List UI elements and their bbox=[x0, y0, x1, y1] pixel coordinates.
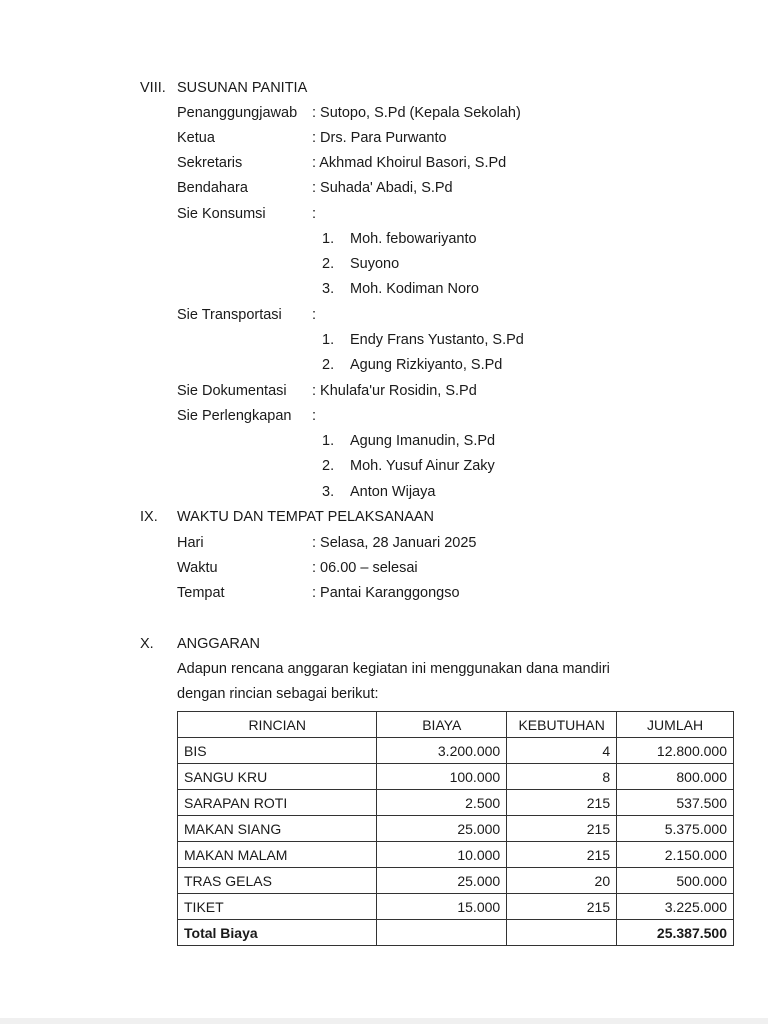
value: : Selasa, 28 Januari 2025 bbox=[312, 535, 477, 551]
list-number: 2. bbox=[322, 256, 335, 272]
cell-kebutuhan: 215 bbox=[507, 816, 617, 842]
cell-jumlah: 2.150.000 bbox=[617, 842, 734, 868]
value: : 06.00 – selesai bbox=[312, 560, 418, 576]
value: : Akhmad Khoirul Basori, S.Pd bbox=[312, 155, 507, 171]
label: Tempat bbox=[177, 585, 225, 601]
header-biaya: BIAYA bbox=[377, 712, 507, 738]
table-row bbox=[178, 738, 734, 764]
section-title: SUSUNAN PANITIA bbox=[177, 80, 308, 96]
cell-empty bbox=[507, 920, 617, 946]
cell-kebutuhan: 215 bbox=[507, 842, 617, 868]
cell-biaya: 15.000 bbox=[377, 894, 507, 920]
cell-rincian: TIKET bbox=[178, 894, 377, 920]
list-number: 3. bbox=[322, 281, 335, 297]
cell-biaya: 10.000 bbox=[377, 842, 507, 868]
list-number: 1. bbox=[322, 231, 335, 247]
member-name: Endy Frans Yustanto, S.Pd bbox=[350, 332, 524, 348]
cell-biaya: 2.500 bbox=[377, 790, 507, 816]
colon: : bbox=[312, 408, 317, 424]
member-name: Anton Wijaya bbox=[350, 484, 436, 500]
section-title: WAKTU DAN TEMPAT PELAKSANAAN bbox=[177, 509, 435, 525]
member-name: Moh. Kodiman Noro bbox=[350, 281, 479, 297]
section-number: X. bbox=[140, 636, 154, 652]
label: Hari bbox=[177, 535, 204, 551]
colon: : bbox=[312, 206, 317, 222]
table-header-row bbox=[178, 712, 734, 738]
table-total-row bbox=[178, 920, 734, 946]
cell-jumlah: 800.000 bbox=[617, 764, 734, 790]
intro-line-2: dengan rincian sebagai berikut: bbox=[177, 686, 379, 702]
intro-line-1: Adapun rencana anggaran kegiatan ini menggunakan dana mandiri bbox=[177, 661, 610, 677]
table-row bbox=[178, 894, 734, 920]
cell-jumlah: 500.000 bbox=[617, 868, 734, 894]
header-jumlah: JUMLAH bbox=[617, 712, 734, 738]
value: : Suhada' Abadi, S.Pd bbox=[312, 180, 453, 196]
cell-biaya: 25.000 bbox=[377, 816, 507, 842]
cell-kebutuhan: 20 bbox=[507, 868, 617, 894]
cell-empty bbox=[377, 920, 507, 946]
cell-rincian: MAKAN MALAM bbox=[178, 842, 377, 868]
cell-jumlah: 5.375.000 bbox=[617, 816, 734, 842]
label: Sie Perlengkapan bbox=[177, 408, 292, 424]
colon: : bbox=[312, 307, 317, 323]
list-number: 1. bbox=[322, 332, 335, 348]
value: : Pantai Karanggongso bbox=[312, 585, 460, 601]
cell-rincian: SARAPAN ROTI bbox=[178, 790, 377, 816]
list-number: 1. bbox=[322, 433, 335, 449]
member-name: Suyono bbox=[350, 256, 400, 272]
header-rincian: RINCIAN bbox=[178, 712, 377, 738]
table-row bbox=[178, 790, 734, 816]
table-row bbox=[178, 868, 734, 894]
label: Bendahara bbox=[177, 180, 248, 196]
table-row bbox=[178, 764, 734, 790]
cell-rincian: TRAS GELAS bbox=[178, 868, 377, 894]
label: Sie Konsumsi bbox=[177, 206, 266, 222]
cell-kebutuhan: 215 bbox=[507, 894, 617, 920]
total-label: Total Biaya bbox=[178, 920, 377, 946]
value: : Sutopo, S.Pd (Kepala Sekolah) bbox=[312, 105, 521, 121]
cell-kebutuhan: 4 bbox=[507, 738, 617, 764]
value: : Drs. Para Purwanto bbox=[312, 130, 447, 146]
cell-biaya: 25.000 bbox=[377, 868, 507, 894]
value: : Khulafa'ur Rosidin, S.Pd bbox=[312, 383, 477, 399]
member-name: Agung Rizkiyanto, S.Pd bbox=[350, 357, 503, 373]
list-number: 3. bbox=[322, 484, 335, 500]
table-row bbox=[178, 816, 734, 842]
cell-kebutuhan: 215 bbox=[507, 790, 617, 816]
header-kebutuhan: KEBUTUHAN bbox=[507, 712, 617, 738]
cell-biaya: 100.000 bbox=[377, 764, 507, 790]
cell-jumlah: 12.800.000 bbox=[617, 738, 734, 764]
list-number: 2. bbox=[322, 458, 335, 474]
label: Sie Transportasi bbox=[177, 307, 282, 323]
budget-table bbox=[177, 711, 734, 946]
table-row bbox=[178, 842, 734, 868]
cell-kebutuhan: 8 bbox=[507, 764, 617, 790]
label: Waktu bbox=[177, 560, 218, 576]
cell-rincian: SANGU KRU bbox=[178, 764, 377, 790]
member-name: Moh. Yusuf Ainur Zaky bbox=[350, 458, 495, 474]
label: Sie Dokumentasi bbox=[177, 383, 287, 399]
scan-edge bbox=[0, 1018, 768, 1024]
label: Ketua bbox=[177, 130, 215, 146]
label: Penanggungjawab bbox=[177, 105, 298, 121]
member-name: Moh. febowariyanto bbox=[350, 231, 477, 247]
cell-rincian: MAKAN SIANG bbox=[178, 816, 377, 842]
section-title: ANGGARAN bbox=[177, 636, 260, 652]
cell-jumlah: 537.500 bbox=[617, 790, 734, 816]
total-jumlah: 25.387.500 bbox=[617, 920, 734, 946]
section-number: IX. bbox=[140, 509, 158, 525]
cell-biaya: 3.200.000 bbox=[377, 738, 507, 764]
cell-jumlah: 3.225.000 bbox=[617, 894, 734, 920]
cell-rincian: BIS bbox=[178, 738, 377, 764]
section-number: VIII. bbox=[140, 80, 166, 96]
member-name: Agung Imanudin, S.Pd bbox=[350, 433, 496, 449]
list-number: 2. bbox=[322, 357, 335, 373]
label: Sekretaris bbox=[177, 155, 243, 171]
